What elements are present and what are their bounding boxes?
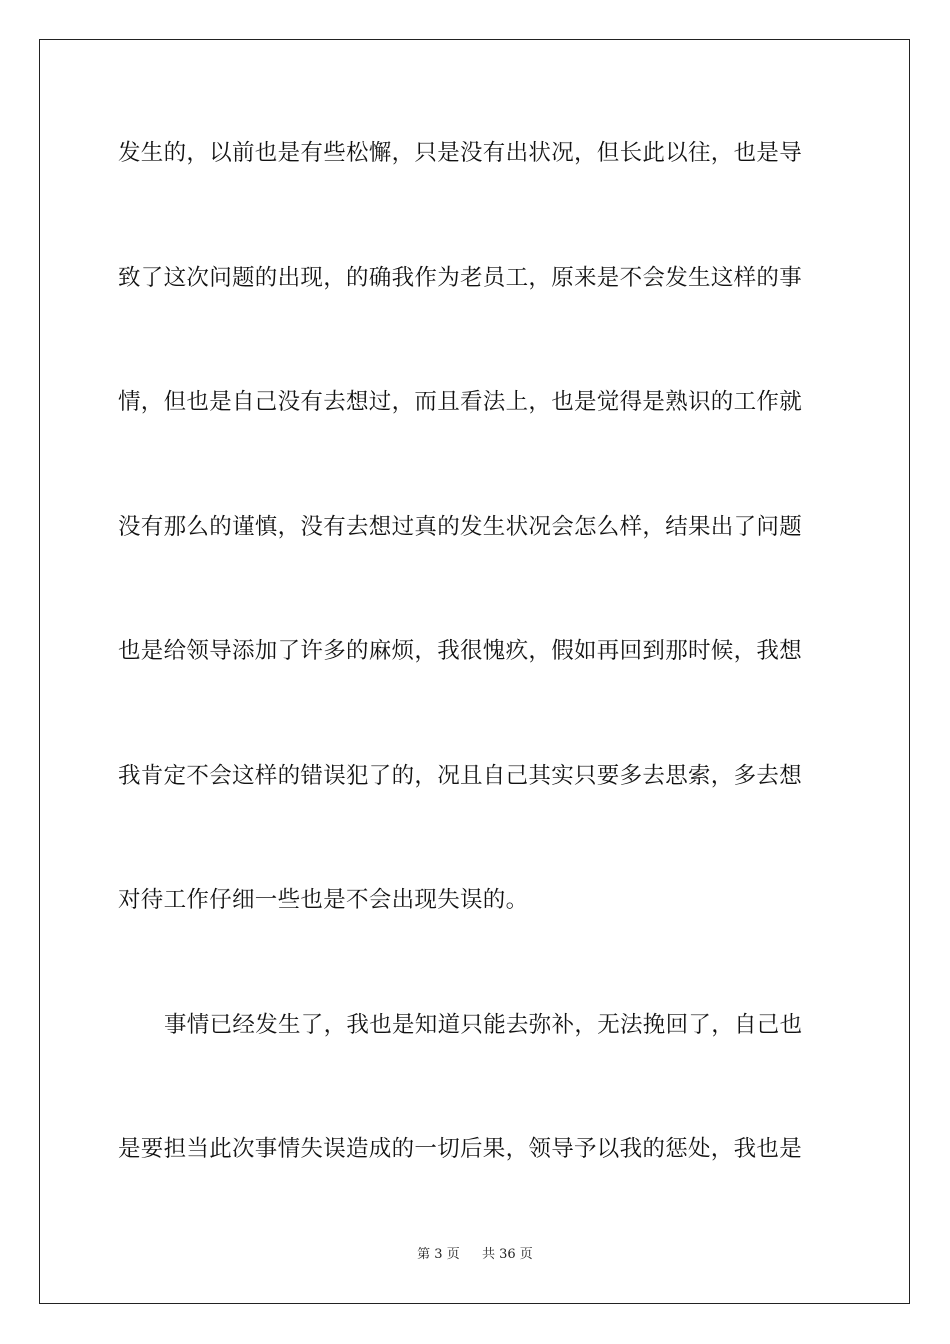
body-text-line: 情，但也是自己没有去想过，而且看法上，也是觉得是熟识的工作就 (118, 389, 803, 415)
page-footer (0, 1246, 950, 1264)
body-text-line: 是要担当此次事情失误造成的一切后果，领导予以我的惩处，我也是 (118, 1136, 803, 1162)
paragraph-first-line: 事情已经发生了，我也是知道只能去弥补，无法挽回了，自己也 (164, 1012, 803, 1038)
body-text-line: 我肯定不会这样的错误犯了的，况且自己其实只要多去思索，多去想 (118, 763, 803, 789)
page-total: 共 36 页 (482, 1247, 533, 1262)
body-text-line: 发生的，以前也是有些松懈，只是没有出状况，但长此以往，也是导 (118, 140, 803, 166)
page-number: 第 3 页 (417, 1247, 460, 1262)
body-text-line: 致了这次问题的出现，的确我作为老员工，原来是不会发生这样的事 (118, 265, 803, 291)
body-text-line: 没有那么的谨慎，没有去想过真的发生状况会怎么样，结果出了问题 (118, 514, 803, 540)
page-border (39, 39, 910, 1304)
body-text-line: 也是给领导添加了许多的麻烦，我很愧疚，假如再回到那时候，我想 (118, 638, 803, 664)
body-text-line: 对待工作仔细一些也是不会出现失误的。 (118, 887, 529, 913)
